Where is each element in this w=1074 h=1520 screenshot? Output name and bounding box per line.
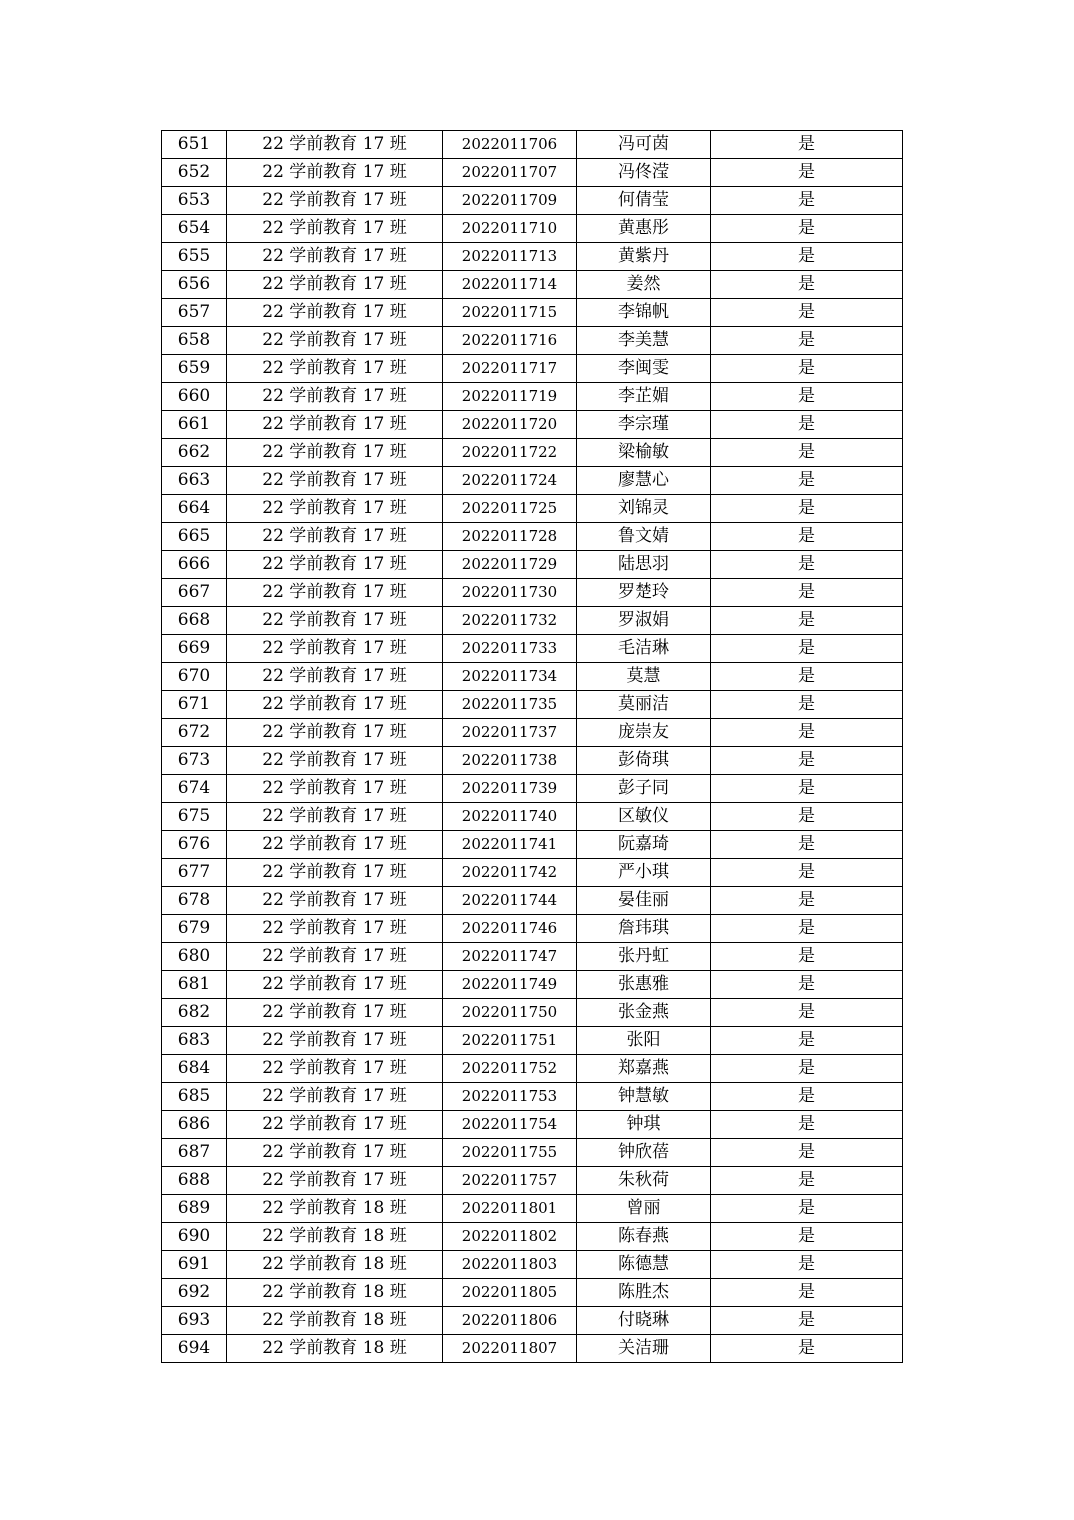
status-cell: 是 bbox=[711, 607, 903, 635]
class-name-cell: 22 学前教育 17 班 bbox=[227, 187, 443, 215]
serial-number-cell: 677 bbox=[162, 859, 227, 887]
student-id-cell: 2022011742 bbox=[443, 859, 577, 887]
status-cell: 是 bbox=[711, 355, 903, 383]
table-row bbox=[162, 775, 903, 803]
status-cell: 是 bbox=[711, 271, 903, 299]
serial-number-cell: 658 bbox=[162, 327, 227, 355]
table-row bbox=[162, 271, 903, 299]
status-cell: 是 bbox=[711, 831, 903, 859]
status-cell: 是 bbox=[711, 383, 903, 411]
serial-number-cell: 668 bbox=[162, 607, 227, 635]
class-name-cell: 22 学前教育 17 班 bbox=[227, 1055, 443, 1083]
student-name-cell: 张丹虹 bbox=[577, 943, 711, 971]
table-row bbox=[162, 495, 903, 523]
status-cell: 是 bbox=[711, 999, 903, 1027]
table-row bbox=[162, 187, 903, 215]
status-cell: 是 bbox=[711, 1111, 903, 1139]
status-cell: 是 bbox=[711, 327, 903, 355]
student-id-cell: 2022011751 bbox=[443, 1027, 577, 1055]
status-cell: 是 bbox=[711, 1335, 903, 1363]
status-cell: 是 bbox=[711, 1139, 903, 1167]
class-name-cell: 22 学前教育 17 班 bbox=[227, 439, 443, 467]
serial-number-cell: 653 bbox=[162, 187, 227, 215]
class-name-cell: 22 学前教育 17 班 bbox=[227, 607, 443, 635]
student-id-cell: 2022011753 bbox=[443, 1083, 577, 1111]
student-id-cell: 2022011755 bbox=[443, 1139, 577, 1167]
student-name-cell: 梁榆敏 bbox=[577, 439, 711, 467]
student-name-cell: 黄惠彤 bbox=[577, 215, 711, 243]
student-name-cell: 郑嘉燕 bbox=[577, 1055, 711, 1083]
serial-number-cell: 694 bbox=[162, 1335, 227, 1363]
class-name-cell: 22 学前教育 18 班 bbox=[227, 1223, 443, 1251]
serial-number-cell: 659 bbox=[162, 355, 227, 383]
status-cell: 是 bbox=[711, 971, 903, 999]
status-cell: 是 bbox=[711, 719, 903, 747]
student-id-cell: 2022011739 bbox=[443, 775, 577, 803]
serial-number-cell: 657 bbox=[162, 299, 227, 327]
class-name-cell: 22 学前教育 18 班 bbox=[227, 1307, 443, 1335]
serial-number-cell: 654 bbox=[162, 215, 227, 243]
status-cell: 是 bbox=[711, 1055, 903, 1083]
table-row bbox=[162, 691, 903, 719]
student-id-cell: 2022011732 bbox=[443, 607, 577, 635]
student-id-cell: 2022011740 bbox=[443, 803, 577, 831]
serial-number-cell: 690 bbox=[162, 1223, 227, 1251]
table-row bbox=[162, 747, 903, 775]
student-name-cell: 毛洁琳 bbox=[577, 635, 711, 663]
table-row bbox=[162, 663, 903, 691]
student-name-cell: 罗淑娟 bbox=[577, 607, 711, 635]
class-name-cell: 22 学前教育 17 班 bbox=[227, 1139, 443, 1167]
student-name-cell: 冯佟滢 bbox=[577, 159, 711, 187]
status-cell: 是 bbox=[711, 467, 903, 495]
table-row bbox=[162, 243, 903, 271]
class-name-cell: 22 学前教育 17 班 bbox=[227, 243, 443, 271]
student-list-table bbox=[161, 130, 903, 1363]
class-name-cell: 22 学前教育 17 班 bbox=[227, 299, 443, 327]
class-name-cell: 22 学前教育 18 班 bbox=[227, 1251, 443, 1279]
serial-number-cell: 664 bbox=[162, 495, 227, 523]
student-name-cell: 彭子同 bbox=[577, 775, 711, 803]
class-name-cell: 22 学前教育 17 班 bbox=[227, 551, 443, 579]
serial-number-cell: 652 bbox=[162, 159, 227, 187]
serial-number-cell: 655 bbox=[162, 243, 227, 271]
student-name-cell: 姜然 bbox=[577, 271, 711, 299]
status-cell: 是 bbox=[711, 439, 903, 467]
status-cell: 是 bbox=[711, 775, 903, 803]
class-name-cell: 22 学前教育 17 班 bbox=[227, 915, 443, 943]
class-name-cell: 22 学前教育 17 班 bbox=[227, 663, 443, 691]
table-row bbox=[162, 1111, 903, 1139]
student-name-cell: 付晓琳 bbox=[577, 1307, 711, 1335]
status-cell: 是 bbox=[711, 299, 903, 327]
student-id-cell: 2022011706 bbox=[443, 131, 577, 159]
class-name-cell: 22 学前教育 17 班 bbox=[227, 1167, 443, 1195]
status-cell: 是 bbox=[711, 747, 903, 775]
status-cell: 是 bbox=[711, 1167, 903, 1195]
table-row bbox=[162, 579, 903, 607]
student-id-cell: 2022011713 bbox=[443, 243, 577, 271]
serial-number-cell: 680 bbox=[162, 943, 227, 971]
serial-number-cell: 669 bbox=[162, 635, 227, 663]
student-name-cell: 陈德慧 bbox=[577, 1251, 711, 1279]
student-name-cell: 曾丽 bbox=[577, 1195, 711, 1223]
student-name-cell: 钟琪 bbox=[577, 1111, 711, 1139]
serial-number-cell: 687 bbox=[162, 1139, 227, 1167]
table-row bbox=[162, 383, 903, 411]
class-name-cell: 22 学前教育 17 班 bbox=[227, 831, 443, 859]
status-cell: 是 bbox=[711, 1223, 903, 1251]
table-row bbox=[162, 971, 903, 999]
student-name-cell: 詹玮琪 bbox=[577, 915, 711, 943]
student-id-cell: 2022011801 bbox=[443, 1195, 577, 1223]
table-row bbox=[162, 159, 903, 187]
class-name-cell: 22 学前教育 17 班 bbox=[227, 943, 443, 971]
student-name-cell: 李美慧 bbox=[577, 327, 711, 355]
student-name-cell: 钟欣蓓 bbox=[577, 1139, 711, 1167]
student-id-cell: 2022011709 bbox=[443, 187, 577, 215]
status-cell: 是 bbox=[711, 1195, 903, 1223]
class-name-cell: 22 学前教育 17 班 bbox=[227, 467, 443, 495]
student-name-cell: 彭倚琪 bbox=[577, 747, 711, 775]
table-row bbox=[162, 1223, 903, 1251]
status-cell: 是 bbox=[711, 411, 903, 439]
student-name-cell: 晏佳丽 bbox=[577, 887, 711, 915]
serial-number-cell: 651 bbox=[162, 131, 227, 159]
student-name-cell: 张惠雅 bbox=[577, 971, 711, 999]
class-name-cell: 22 学前教育 18 班 bbox=[227, 1195, 443, 1223]
table-row bbox=[162, 439, 903, 467]
status-cell: 是 bbox=[711, 579, 903, 607]
student-id-cell: 2022011807 bbox=[443, 1335, 577, 1363]
status-cell: 是 bbox=[711, 1083, 903, 1111]
student-id-cell: 2022011722 bbox=[443, 439, 577, 467]
status-cell: 是 bbox=[711, 859, 903, 887]
table-row bbox=[162, 327, 903, 355]
status-cell: 是 bbox=[711, 663, 903, 691]
class-name-cell: 22 学前教育 17 班 bbox=[227, 215, 443, 243]
student-id-cell: 2022011728 bbox=[443, 523, 577, 551]
student-id-cell: 2022011754 bbox=[443, 1111, 577, 1139]
class-name-cell: 22 学前教育 17 班 bbox=[227, 635, 443, 663]
student-id-cell: 2022011749 bbox=[443, 971, 577, 999]
student-name-cell: 严小琪 bbox=[577, 859, 711, 887]
class-name-cell: 22 学前教育 17 班 bbox=[227, 1027, 443, 1055]
serial-number-cell: 662 bbox=[162, 439, 227, 467]
table-row bbox=[162, 1083, 903, 1111]
student-id-cell: 2022011714 bbox=[443, 271, 577, 299]
class-name-cell: 22 学前教育 17 班 bbox=[227, 775, 443, 803]
serial-number-cell: 685 bbox=[162, 1083, 227, 1111]
serial-number-cell: 676 bbox=[162, 831, 227, 859]
student-id-cell: 2022011747 bbox=[443, 943, 577, 971]
status-cell: 是 bbox=[711, 1279, 903, 1307]
student-name-cell: 李宗瑾 bbox=[577, 411, 711, 439]
table-row bbox=[162, 915, 903, 943]
serial-number-cell: 688 bbox=[162, 1167, 227, 1195]
serial-number-cell: 675 bbox=[162, 803, 227, 831]
class-name-cell: 22 学前教育 17 班 bbox=[227, 1083, 443, 1111]
serial-number-cell: 693 bbox=[162, 1307, 227, 1335]
table-row bbox=[162, 1139, 903, 1167]
serial-number-cell: 672 bbox=[162, 719, 227, 747]
student-name-cell: 何倩莹 bbox=[577, 187, 711, 215]
student-name-cell: 冯可茵 bbox=[577, 131, 711, 159]
serial-number-cell: 660 bbox=[162, 383, 227, 411]
serial-number-cell: 671 bbox=[162, 691, 227, 719]
table-body bbox=[162, 131, 903, 1363]
status-cell: 是 bbox=[711, 131, 903, 159]
table-row bbox=[162, 1251, 903, 1279]
status-cell: 是 bbox=[711, 943, 903, 971]
class-name-cell: 22 学前教育 17 班 bbox=[227, 355, 443, 383]
student-id-cell: 2022011725 bbox=[443, 495, 577, 523]
class-name-cell: 22 学前教育 17 班 bbox=[227, 131, 443, 159]
student-name-cell: 莫丽洁 bbox=[577, 691, 711, 719]
class-name-cell: 22 学前教育 18 班 bbox=[227, 1335, 443, 1363]
status-cell: 是 bbox=[711, 187, 903, 215]
serial-number-cell: 666 bbox=[162, 551, 227, 579]
table-row bbox=[162, 831, 903, 859]
class-name-cell: 22 学前教育 17 班 bbox=[227, 971, 443, 999]
student-id-cell: 2022011738 bbox=[443, 747, 577, 775]
student-name-cell: 陈胜杰 bbox=[577, 1279, 711, 1307]
serial-number-cell: 665 bbox=[162, 523, 227, 551]
status-cell: 是 bbox=[711, 1251, 903, 1279]
status-cell: 是 bbox=[711, 1027, 903, 1055]
serial-number-cell: 661 bbox=[162, 411, 227, 439]
table-row bbox=[162, 1279, 903, 1307]
serial-number-cell: 674 bbox=[162, 775, 227, 803]
table-row bbox=[162, 299, 903, 327]
student-id-cell: 2022011805 bbox=[443, 1279, 577, 1307]
student-id-cell: 2022011734 bbox=[443, 663, 577, 691]
class-name-cell: 22 学前教育 17 班 bbox=[227, 887, 443, 915]
student-name-cell: 朱秋荷 bbox=[577, 1167, 711, 1195]
student-id-cell: 2022011716 bbox=[443, 327, 577, 355]
status-cell: 是 bbox=[711, 887, 903, 915]
student-id-cell: 2022011806 bbox=[443, 1307, 577, 1335]
student-id-cell: 2022011741 bbox=[443, 831, 577, 859]
class-name-cell: 22 学前教育 17 班 bbox=[227, 1111, 443, 1139]
student-id-cell: 2022011735 bbox=[443, 691, 577, 719]
student-id-cell: 2022011737 bbox=[443, 719, 577, 747]
status-cell: 是 bbox=[711, 803, 903, 831]
class-name-cell: 22 学前教育 17 班 bbox=[227, 859, 443, 887]
serial-number-cell: 667 bbox=[162, 579, 227, 607]
serial-number-cell: 670 bbox=[162, 663, 227, 691]
class-name-cell: 22 学前教育 17 班 bbox=[227, 719, 443, 747]
class-name-cell: 22 学前教育 17 班 bbox=[227, 523, 443, 551]
serial-number-cell: 656 bbox=[162, 271, 227, 299]
class-name-cell: 22 学前教育 18 班 bbox=[227, 1279, 443, 1307]
serial-number-cell: 683 bbox=[162, 1027, 227, 1055]
student-id-cell: 2022011757 bbox=[443, 1167, 577, 1195]
student-name-cell: 张金燕 bbox=[577, 999, 711, 1027]
student-id-cell: 2022011717 bbox=[443, 355, 577, 383]
status-cell: 是 bbox=[711, 215, 903, 243]
serial-number-cell: 692 bbox=[162, 1279, 227, 1307]
table-row bbox=[162, 1195, 903, 1223]
student-id-cell: 2022011733 bbox=[443, 635, 577, 663]
student-name-cell: 廖慧心 bbox=[577, 467, 711, 495]
student-name-cell: 李闽雯 bbox=[577, 355, 711, 383]
table-row bbox=[162, 215, 903, 243]
table-row bbox=[162, 943, 903, 971]
student-id-cell: 2022011724 bbox=[443, 467, 577, 495]
status-cell: 是 bbox=[711, 551, 903, 579]
student-name-cell: 陆思羽 bbox=[577, 551, 711, 579]
table-row bbox=[162, 719, 903, 747]
class-name-cell: 22 学前教育 17 班 bbox=[227, 495, 443, 523]
table-row bbox=[162, 635, 903, 663]
student-id-cell: 2022011803 bbox=[443, 1251, 577, 1279]
student-name-cell: 区敏仪 bbox=[577, 803, 711, 831]
class-name-cell: 22 学前教育 17 班 bbox=[227, 579, 443, 607]
serial-number-cell: 678 bbox=[162, 887, 227, 915]
table-row bbox=[162, 1335, 903, 1363]
student-name-cell: 李锦帆 bbox=[577, 299, 711, 327]
status-cell: 是 bbox=[711, 523, 903, 551]
serial-number-cell: 681 bbox=[162, 971, 227, 999]
status-cell: 是 bbox=[711, 1307, 903, 1335]
table-row bbox=[162, 1307, 903, 1335]
student-name-cell: 陈春燕 bbox=[577, 1223, 711, 1251]
status-cell: 是 bbox=[711, 243, 903, 271]
class-name-cell: 22 学前教育 17 班 bbox=[227, 999, 443, 1027]
status-cell: 是 bbox=[711, 691, 903, 719]
table-row bbox=[162, 411, 903, 439]
class-name-cell: 22 学前教育 17 班 bbox=[227, 271, 443, 299]
student-id-cell: 2022011730 bbox=[443, 579, 577, 607]
student-id-cell: 2022011744 bbox=[443, 887, 577, 915]
student-name-cell: 黄紫丹 bbox=[577, 243, 711, 271]
serial-number-cell: 673 bbox=[162, 747, 227, 775]
table-row bbox=[162, 467, 903, 495]
student-name-cell: 罗楚玲 bbox=[577, 579, 711, 607]
student-id-cell: 2022011707 bbox=[443, 159, 577, 187]
student-name-cell: 刘锦灵 bbox=[577, 495, 711, 523]
table-row bbox=[162, 1167, 903, 1195]
student-id-cell: 2022011720 bbox=[443, 411, 577, 439]
serial-number-cell: 691 bbox=[162, 1251, 227, 1279]
student-name-cell: 鲁文婧 bbox=[577, 523, 711, 551]
student-id-cell: 2022011802 bbox=[443, 1223, 577, 1251]
class-name-cell: 22 学前教育 17 班 bbox=[227, 803, 443, 831]
student-id-cell: 2022011746 bbox=[443, 915, 577, 943]
serial-number-cell: 689 bbox=[162, 1195, 227, 1223]
class-name-cell: 22 学前教育 17 班 bbox=[227, 159, 443, 187]
table-row bbox=[162, 131, 903, 159]
student-id-cell: 2022011710 bbox=[443, 215, 577, 243]
table-row bbox=[162, 1027, 903, 1055]
serial-number-cell: 686 bbox=[162, 1111, 227, 1139]
student-name-cell: 张阳 bbox=[577, 1027, 711, 1055]
table-row bbox=[162, 523, 903, 551]
student-name-cell: 莫慧 bbox=[577, 663, 711, 691]
status-cell: 是 bbox=[711, 495, 903, 523]
class-name-cell: 22 学前教育 17 班 bbox=[227, 383, 443, 411]
serial-number-cell: 663 bbox=[162, 467, 227, 495]
student-id-cell: 2022011719 bbox=[443, 383, 577, 411]
table-row bbox=[162, 607, 903, 635]
table-row bbox=[162, 859, 903, 887]
table-row bbox=[162, 551, 903, 579]
student-name-cell: 钟慧敏 bbox=[577, 1083, 711, 1111]
table-row bbox=[162, 1055, 903, 1083]
student-id-cell: 2022011750 bbox=[443, 999, 577, 1027]
status-cell: 是 bbox=[711, 159, 903, 187]
status-cell: 是 bbox=[711, 635, 903, 663]
class-name-cell: 22 学前教育 17 班 bbox=[227, 327, 443, 355]
student-name-cell: 关洁珊 bbox=[577, 1335, 711, 1363]
serial-number-cell: 682 bbox=[162, 999, 227, 1027]
table-row bbox=[162, 887, 903, 915]
table-row bbox=[162, 999, 903, 1027]
class-name-cell: 22 学前教育 17 班 bbox=[227, 747, 443, 775]
student-id-cell: 2022011715 bbox=[443, 299, 577, 327]
student-name-cell: 庞崇友 bbox=[577, 719, 711, 747]
table-row bbox=[162, 355, 903, 383]
student-name-cell: 阮嘉琦 bbox=[577, 831, 711, 859]
student-id-cell: 2022011752 bbox=[443, 1055, 577, 1083]
student-name-cell: 李芷媚 bbox=[577, 383, 711, 411]
table-row bbox=[162, 803, 903, 831]
serial-number-cell: 684 bbox=[162, 1055, 227, 1083]
serial-number-cell: 679 bbox=[162, 915, 227, 943]
status-cell: 是 bbox=[711, 915, 903, 943]
class-name-cell: 22 学前教育 17 班 bbox=[227, 411, 443, 439]
class-name-cell: 22 学前教育 17 班 bbox=[227, 691, 443, 719]
student-id-cell: 2022011729 bbox=[443, 551, 577, 579]
